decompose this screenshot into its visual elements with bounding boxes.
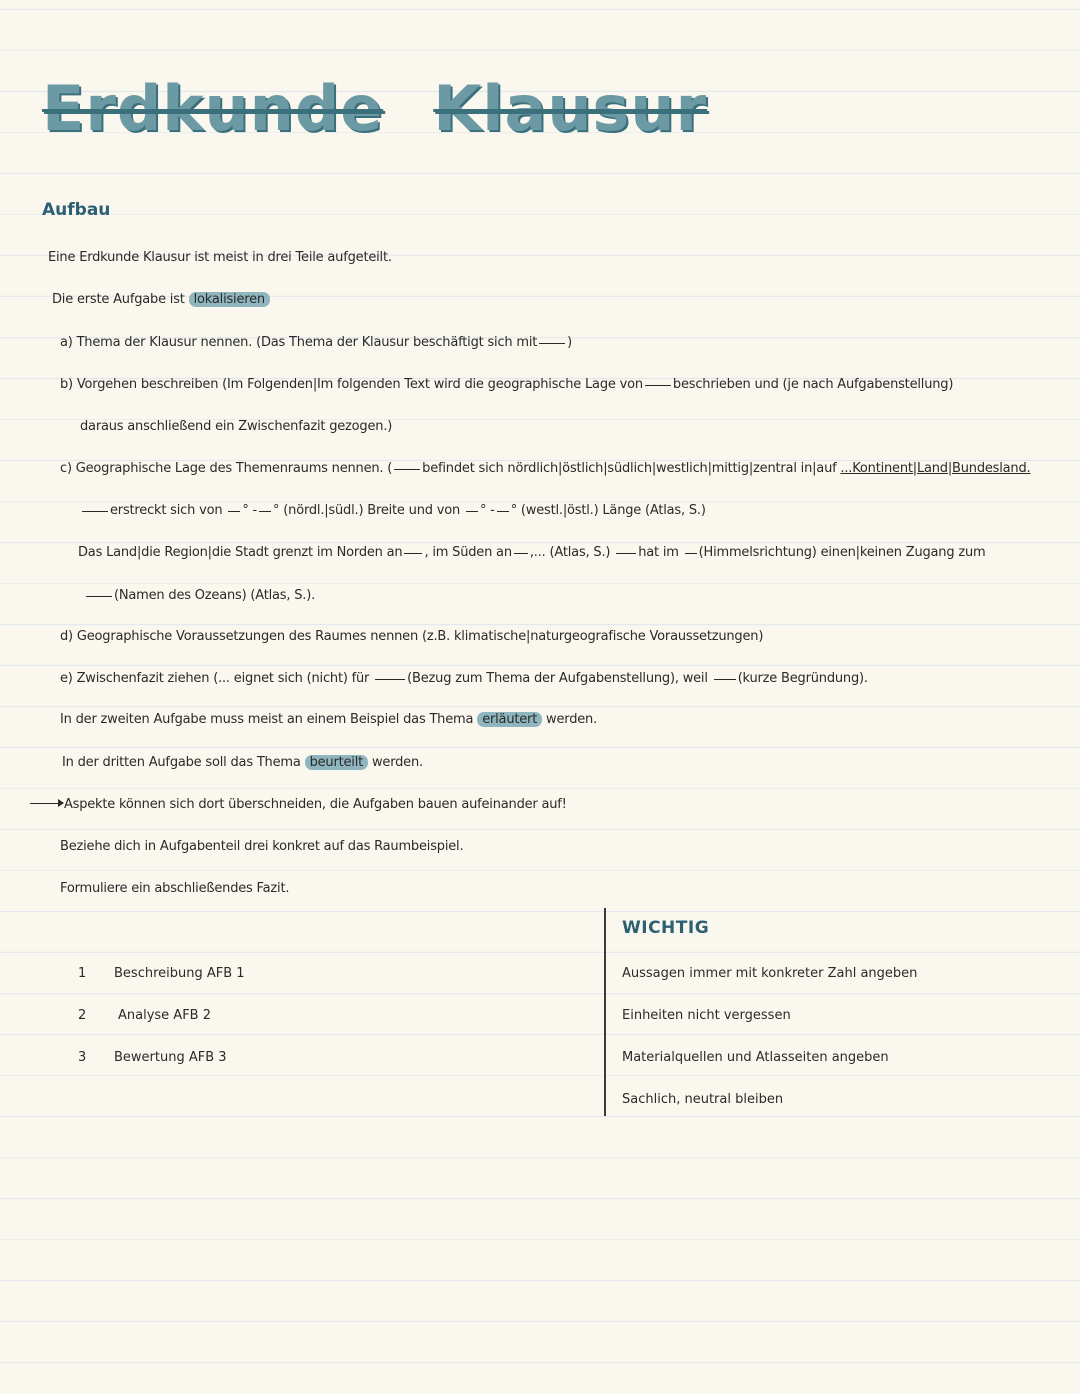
intro-line — [48, 249, 392, 267]
afb-item-beschreibung: Beschreibung AFB 1 — [114, 966, 245, 981]
third-task-end: werden. — [371, 755, 423, 770]
step-c-text8: ° (westl.|östl.) Länge (Atlas, S.) — [510, 503, 706, 518]
step-b-text1: b) Vorgehen beschreiben (Im Folgenden|Im folgenden Text wird die geographische Lage von — [60, 377, 643, 392]
highlight-lokalisieren: lokalisieren — [189, 292, 270, 307]
blank-line — [259, 511, 271, 512]
important-item: Einheiten nicht vergessen — [622, 1008, 791, 1023]
step-c-text1: c) Geographische Lage des Themenraums nennen. ( — [60, 461, 393, 476]
first-task-line — [52, 291, 270, 309]
blank-line — [404, 553, 422, 554]
intro-text: Eine Erdkunde Klausur ist meist in drei Teile aufgeteilt. — [48, 250, 392, 265]
step-e-text2: (Bezug zum Thema der Aufgabenstellung), weil — [407, 671, 708, 686]
conclusion-line — [60, 880, 289, 898]
first-task-text: Die erste Aufgabe ist — [52, 292, 185, 307]
blank-line — [616, 553, 636, 554]
step-c-text7: ° - — [479, 503, 495, 518]
blank-line — [394, 469, 420, 470]
step-b-text3: daraus anschließend ein Zwischenfazit gezogen.) — [80, 419, 393, 434]
third-task-text: In der dritten Aufgabe soll das Thema — [62, 755, 301, 770]
step-e-text3: (kurze Begründung). — [737, 671, 868, 686]
step-e — [60, 670, 868, 688]
important-item: Materialquellen und Atlasseiten angeben — [622, 1050, 889, 1065]
highlight-erlaeutert: erläutert — [477, 712, 542, 727]
important-heading: WICHTIG — [622, 918, 710, 938]
step-c-text11: ,... (Atlas, S.) — [529, 545, 611, 560]
step-c-line2 — [80, 502, 706, 520]
step-c-text14: (Namen des Ozeans) (Atlas, S.). — [114, 588, 316, 603]
step-c-line4 — [84, 587, 315, 605]
section-heading-aufbau: Aufbau — [42, 200, 111, 220]
step-c-text13: (Himmelsrichtung) einen|keinen Zugang zum — [698, 545, 986, 560]
blank-line — [714, 679, 736, 680]
third-task-line — [62, 754, 423, 772]
blank-line — [685, 553, 697, 554]
arrow-right-icon — [30, 803, 60, 804]
blank-line — [228, 511, 240, 512]
step-d-text: d) Geographische Voraussetzungen des Raumes nennen (z.B. klimatische|naturgeografische Voraussetzungen) — [60, 629, 764, 644]
second-task-end: werden. — [546, 712, 598, 727]
page-title — [42, 72, 707, 145]
step-b-line2 — [80, 418, 392, 436]
step-c-text6: ° (nördl.|südl.) Breite und von — [273, 503, 461, 518]
title-word-erdkunde: Erdkunde — [42, 72, 384, 145]
step-c-line3 — [78, 544, 985, 562]
step-e-text1: e) Zwischenfazit ziehen (... eignet sich (nicht) für — [60, 671, 370, 686]
step-c-text5: ° - — [242, 503, 258, 518]
second-task-line — [60, 711, 597, 729]
afb-item-bewertung: Bewertung AFB 3 — [114, 1050, 227, 1065]
step-d — [60, 628, 763, 646]
blank-line — [86, 596, 112, 597]
step-c-text9: Das Land|die Region|die Stadt grenzt im Norden an — [78, 545, 403, 560]
blank-line — [497, 511, 509, 512]
blank-line — [466, 511, 478, 512]
step-c-text3: ...Kontinent|Land|Bundesland. — [840, 461, 1031, 476]
reference-line — [60, 838, 463, 856]
blank-line — [82, 511, 108, 512]
step-c-line1 — [60, 460, 1030, 478]
step-c-text4: erstreckt sich von — [110, 503, 223, 518]
afb-number: 1 — [78, 966, 87, 981]
blank-line — [514, 553, 528, 554]
step-a — [60, 334, 572, 352]
afb-number: 2 — [78, 1008, 87, 1023]
step-c-text2: befindet sich nördlich|östlich|südlich|westlich|mittig|zentral in|auf — [422, 461, 837, 476]
aspects-note — [30, 796, 567, 814]
step-c-text10: , im Süden an — [424, 545, 512, 560]
conclusion-text: Formuliere ein abschließendes Fazit. — [60, 881, 290, 896]
aspects-note-text: Aspekte können sich dort überschneiden, die Aufgaben bauen aufeinander auf! — [63, 797, 567, 812]
second-task-text: In der zweiten Aufgabe muss meist an einem Beispiel das Thema — [60, 712, 474, 727]
afb-number: 3 — [78, 1050, 87, 1065]
step-a-end: ) — [567, 335, 573, 350]
blank-line — [539, 343, 565, 344]
step-a-text: a) Thema der Klausur nennen. (Das Thema der Klausur beschäftigt sich mit — [60, 335, 538, 350]
important-item: Sachlich, neutral bleiben — [622, 1092, 784, 1107]
step-b-line1 — [60, 376, 953, 394]
reference-text: Beziehe dich in Aufgabenteil drei konkret auf das Raumbeispiel. — [60, 839, 464, 854]
step-c-text12: hat im — [638, 545, 679, 560]
blank-line — [645, 385, 671, 386]
title-word-klausur: Klausur — [433, 72, 708, 145]
highlight-beurteilt: beurteilt — [305, 755, 368, 770]
afb-item-analyse: Analyse AFB 2 — [118, 1008, 211, 1023]
important-item: Aussagen immer mit konkreter Zahl angeben — [622, 966, 918, 981]
vertical-divider — [604, 908, 606, 1116]
blank-line — [375, 679, 405, 680]
step-b-text2: beschrieben und (je nach Aufgabenstellung) — [672, 377, 954, 392]
